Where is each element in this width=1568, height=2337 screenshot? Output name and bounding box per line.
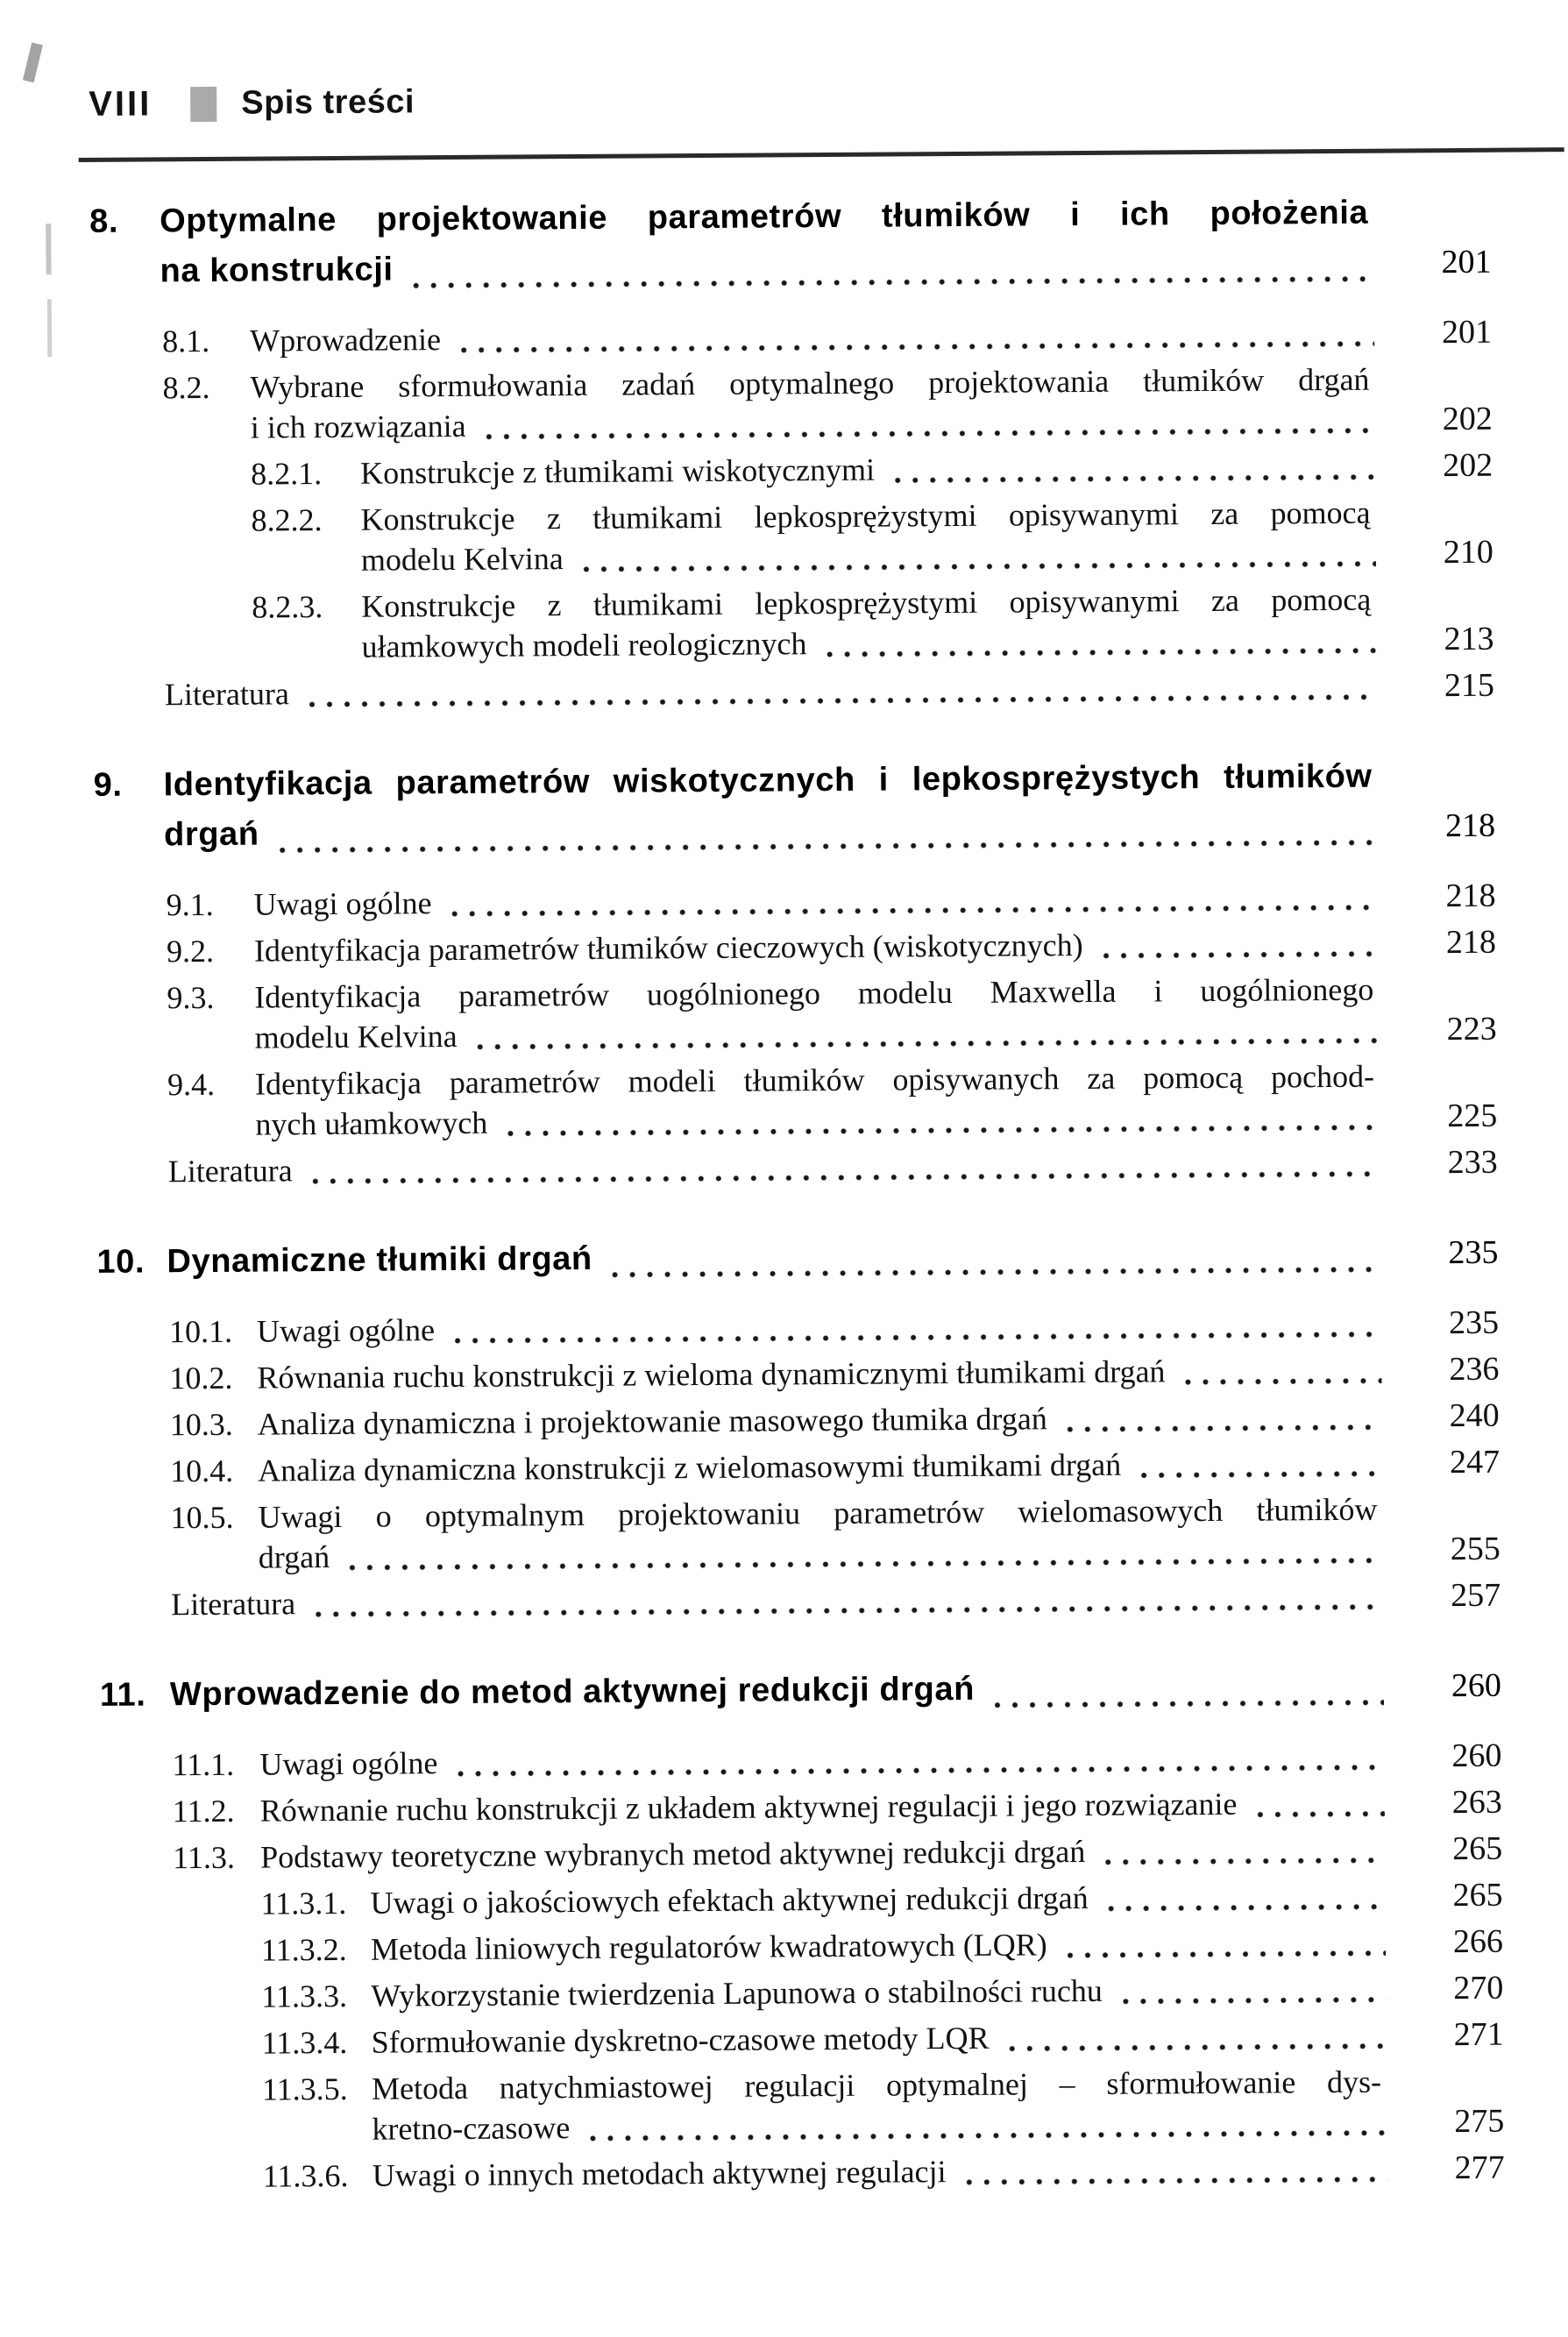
page-number: 215 (1444, 666, 1495, 705)
chapter-title-line: Wprowadzenie do metod aktywnej redukcji drgań (169, 1670, 976, 1714)
toc-line (173, 1782, 1502, 1832)
chapter-title-line: drgań (163, 815, 259, 854)
page-number: 202 (1442, 400, 1493, 438)
dot-leader (578, 560, 1376, 573)
entry-number: 10.5. (170, 1499, 234, 1536)
entry-text: ułamkowych modeli reologicznych (361, 626, 807, 664)
page-number: 202 (1443, 446, 1494, 485)
entry-text: Analiza dynamiczna konstrukcji z wielomasowymi tłumikami drgań (257, 1446, 1122, 1488)
entry-text: Identyfikacja parametrów uogólnionego modelu Maxwella i uogólnionego (254, 971, 1374, 1015)
toc-line (94, 801, 1495, 861)
toc-line (168, 1142, 1498, 1192)
contents-title: Spis treści (241, 83, 415, 122)
toc-entry (102, 1921, 1503, 1971)
toc-entry (98, 1488, 1501, 1579)
page-number-marker: VIII (89, 84, 153, 124)
toc-line (100, 1661, 1501, 1721)
dot-leader (472, 1037, 1380, 1051)
entry-text: drgań (258, 1539, 330, 1575)
toc-line (96, 1228, 1498, 1288)
entry-text: Literatura (171, 1586, 296, 1623)
toc-line (251, 445, 1493, 494)
entry-text: Równania ruchu konstrukcji z wieloma dynamicznymi tłumikami drgań (257, 1353, 1166, 1396)
entry-text: Podstawy teoretyczne wybranych metod aktywnej redukcji drgań (260, 1834, 1086, 1875)
entry-number: 10.4. (169, 1453, 234, 1489)
toc-entry (103, 2014, 1504, 2064)
indent-spacer (163, 438, 251, 439)
page-number: 210 (1443, 533, 1494, 572)
dot-leader (480, 427, 1375, 441)
toc-line (262, 2014, 1504, 2064)
page-number: 260 (1451, 1737, 1502, 1775)
entry-text: Metoda natychmiastowej regulacji optymalnej – sformułowanie dys- (371, 2064, 1382, 2106)
page-number: 277 (1454, 2149, 1505, 2187)
page-number: 225 (1447, 1097, 1498, 1135)
page-number: 218 (1444, 806, 1496, 845)
toc-entry (90, 359, 1493, 449)
toc-line (166, 876, 1495, 926)
scan-artifact (47, 299, 52, 357)
entry-text: Wprowadzenie (249, 322, 442, 359)
entry-number: 10.3. (169, 1406, 233, 1443)
toc-entry (98, 1442, 1500, 1492)
dot-leader (961, 2176, 1387, 2186)
page-header (89, 75, 1490, 124)
entry-text: Analiza dynamiczna i projektowanie masowego tłumika drgań (257, 1401, 1047, 1442)
entry-number: 11.1. (172, 1746, 235, 1783)
entry-number: 9.1. (166, 886, 214, 923)
page-number: 270 (1453, 1969, 1504, 2007)
toc-line (261, 1968, 1503, 2017)
toc-line (169, 1349, 1499, 1399)
dot-leader (1103, 1903, 1386, 1913)
page-number: 218 (1445, 877, 1496, 915)
dot-leader (307, 1170, 1380, 1186)
toc-line (171, 1575, 1501, 1625)
toc-line (261, 1921, 1503, 1971)
toc-entry (102, 1968, 1503, 2018)
toc-line (165, 665, 1494, 715)
entry-number: 10.1. (168, 1313, 233, 1350)
toc-entry (101, 1782, 1502, 1832)
dot-leader (1004, 2042, 1387, 2053)
toc-entry (101, 1875, 1502, 1925)
entry-number: 11. (99, 1676, 146, 1714)
toc-line (263, 2148, 1505, 2197)
toc-line (173, 1829, 1502, 1879)
page-number: 240 (1449, 1396, 1500, 1435)
toc-entry (95, 969, 1497, 1059)
page-number: 218 (1445, 923, 1497, 962)
page-number: 260 (1451, 1666, 1502, 1705)
entry-text: Wybrane sformułowania zadań optymalnego projektowania tłumików drgań (250, 361, 1370, 405)
entry-text: nych ułamkowych (255, 1105, 488, 1142)
entry-text: Uwagi o jakościowych efektach aktywnej redukcji drgań (370, 1879, 1089, 1921)
page-number: 235 (1448, 1233, 1499, 1272)
indent-spacer (252, 657, 362, 658)
entry-number: 8.2.2. (251, 502, 323, 538)
dot-leader (1135, 1470, 1382, 1480)
entry-text: Uwagi o innych metodach aktywnej regulacji (372, 2154, 947, 2193)
toc-entry (91, 445, 1493, 495)
entry-text: Metoda liniowych regulatorów kwadratowych (LQR) (370, 1927, 1047, 1967)
toc-entry (91, 492, 1494, 582)
indent-spacer (252, 571, 361, 572)
toc-line (167, 922, 1496, 972)
toc-line (172, 1736, 1501, 1786)
toc-entry (95, 922, 1496, 972)
dot-leader (273, 839, 1378, 855)
indent-spacer (94, 845, 164, 846)
toc-line (169, 1303, 1499, 1353)
toc-line (167, 1009, 1497, 1059)
toc-entry (96, 1142, 1498, 1192)
page-number: 271 (1453, 2015, 1504, 2054)
entry-number: 11.2. (172, 1793, 235, 1829)
chapter-title-line: na konstrukcji (160, 251, 394, 290)
dot-leader (1097, 950, 1379, 960)
dot-leader (501, 1124, 1380, 1138)
page-number: 201 (1441, 243, 1492, 281)
entry-number: 9.3. (167, 979, 215, 1016)
entry-number: 8.2.3. (252, 589, 323, 625)
indent-spacer (90, 281, 160, 282)
entry-text: Równanie ruchu konstrukcji z układem aktywnej regulacji i jego rozwiązanie (259, 1786, 1238, 1829)
chapter-heading (100, 1661, 1501, 1721)
toc-entry (103, 2061, 1505, 2151)
entry-number: 11.3.6. (262, 2157, 349, 2194)
toc-entry (100, 1736, 1501, 1786)
toc-line (262, 2101, 1504, 2150)
toc-line (170, 1396, 1500, 1446)
entry-text: Uwagi ogólne (256, 1312, 436, 1349)
dot-leader (1251, 1810, 1384, 1819)
section-marker-icon (190, 86, 216, 121)
toc-entry (103, 2148, 1505, 2198)
page-number: 235 (1448, 1303, 1500, 1342)
entry-text: i ich rozwiązania (250, 408, 466, 445)
page-number: 265 (1452, 1829, 1503, 1868)
dot-leader (989, 1699, 1384, 1709)
toc-line (163, 399, 1493, 449)
toc-section (93, 751, 1497, 1192)
toc-line (93, 751, 1494, 811)
indent-spacer (167, 1135, 255, 1136)
dot-leader (1099, 1857, 1385, 1866)
header-rule (79, 147, 1564, 162)
entry-number: 11.3.4. (261, 2024, 348, 2061)
toc-line (260, 1875, 1502, 1924)
toc-entry (96, 1055, 1498, 1146)
entry-number: 10.2. (169, 1360, 233, 1396)
toc-section (100, 1661, 1505, 2198)
entry-number: 9.4. (167, 1066, 216, 1103)
toc-section (89, 188, 1494, 715)
dot-leader (820, 647, 1376, 658)
entry-text: kretno-czasowe (372, 2110, 571, 2147)
indent-spacer (262, 2140, 372, 2141)
entry-text: Wykorzystanie twierdzenia Lapunowa o stabilności ruchu (371, 1972, 1103, 2014)
chapter-title-line: Optymalne projektowanie parametrów tłumików i ich położenia (160, 194, 1369, 240)
toc-entry (101, 1829, 1502, 1879)
toc-entry (97, 1303, 1499, 1353)
entry-text: Identyfikacja parametrów tłumików cieczowych (wiskotycznych) (253, 927, 1083, 969)
dot-leader (309, 1603, 1383, 1619)
entry-number: 11.3.1. (260, 1885, 347, 1921)
entry-number: 8.2. (162, 369, 210, 406)
entry-text: Literatura (164, 676, 290, 713)
entry-number: 11.3.2. (260, 1931, 347, 1968)
page-number: 236 (1449, 1350, 1500, 1389)
toc-entry (98, 1396, 1500, 1446)
page-number: 233 (1447, 1143, 1498, 1182)
entry-number: 8. (89, 202, 119, 240)
toc-entry (93, 665, 1494, 715)
entry-text: Konstrukcje z tłumikami lepkosprężystymi opisywanymi za pomocą (361, 581, 1372, 624)
page-number: 263 (1451, 1783, 1502, 1822)
dot-leader (303, 693, 1377, 709)
chapter-heading (96, 1228, 1498, 1288)
dot-leader (584, 2129, 1387, 2142)
dot-leader (344, 1557, 1383, 1572)
entry-number: 11.3. (173, 1839, 236, 1876)
toc-entry (99, 1575, 1501, 1625)
toc-entry (90, 312, 1492, 362)
page-number: 201 (1441, 313, 1493, 352)
toc-section (96, 1228, 1501, 1625)
dot-leader (449, 1331, 1381, 1345)
toc-line (252, 619, 1494, 668)
dot-leader (889, 473, 1375, 485)
entry-text: Konstrukcje z tłumikami wiskotycznymi (360, 451, 876, 491)
toc-entry (97, 1349, 1499, 1399)
scan-artifact (46, 224, 51, 274)
dot-leader (451, 1764, 1384, 1778)
entry-text: modelu Kelvina (360, 541, 564, 578)
indent-spacer (171, 1568, 259, 1569)
entry-number: 8.2.1. (251, 456, 323, 492)
page-number: 257 (1451, 1576, 1501, 1615)
dot-leader (408, 275, 1374, 290)
toc (89, 188, 1505, 2198)
toc-line (89, 238, 1491, 297)
entry-number: 11.3.5. (261, 2071, 348, 2107)
entry-text: modelu Kelvina (254, 1018, 458, 1055)
dot-leader (1061, 1424, 1382, 1434)
toc-line (167, 1096, 1497, 1146)
dot-leader (607, 1266, 1381, 1279)
page-number: 213 (1444, 620, 1494, 658)
entry-number: 11.3.3. (261, 1978, 348, 2014)
chapter-title-line: Identyfikacja parametrów wiskotycznych i lepkosprężystych tłumików (163, 757, 1373, 804)
page-number: 223 (1446, 1010, 1497, 1048)
page-number: 255 (1450, 1530, 1501, 1568)
entry-number: 10. (96, 1243, 145, 1281)
toc-line (89, 188, 1491, 247)
chapter-heading (89, 188, 1492, 297)
indent-spacer (167, 1048, 255, 1049)
dot-leader (455, 340, 1374, 354)
entry-text: Konstrukcje z tłumikami lepkosprężystymi opisywanymi za pomocą (360, 494, 1371, 537)
toc-entry (92, 579, 1494, 669)
entry-number: 8.1. (161, 323, 210, 359)
page-number: 266 (1452, 1922, 1504, 1961)
entry-text: Uwagi ogólne (253, 885, 432, 922)
toc-line (170, 1442, 1500, 1492)
entry-text: Uwagi ogólne (259, 1745, 438, 1782)
page-number: 265 (1452, 1876, 1503, 1914)
entry-text: Sformułowanie dyskretno-czasowe metody LQR (371, 2020, 990, 2060)
page-number: 275 (1454, 2102, 1505, 2141)
dot-leader (1061, 1950, 1386, 1960)
dot-leader (446, 904, 1379, 918)
chapter-heading (93, 751, 1495, 861)
toc-entry (94, 876, 1495, 926)
entry-text: Literatura (167, 1153, 293, 1190)
entry-number: 9.2. (166, 933, 215, 970)
entry-text: Uwagi o optymalnym projektowaniu parametrów wielomasowych tłumików (258, 1491, 1378, 1535)
entry-text: Identyfikacja parametrów modeli tłumików opisywanych za pomocą pochod- (254, 1058, 1375, 1102)
dot-leader (1180, 1377, 1382, 1387)
dot-leader (1117, 1996, 1386, 2006)
toc-line (162, 312, 1492, 362)
chapter-title-line: Dynamiczne tłumiki drgań (167, 1240, 592, 1281)
entry-number: 9. (93, 766, 123, 804)
page-number: 247 (1449, 1443, 1501, 1481)
toc-line (252, 532, 1494, 581)
